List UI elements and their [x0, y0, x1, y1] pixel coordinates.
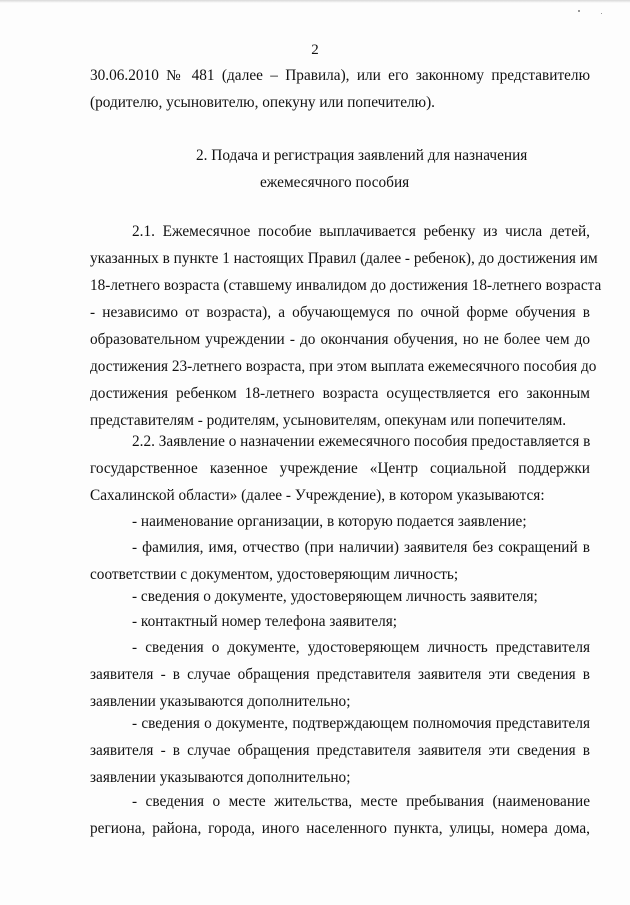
text-line: представителям - родителям, усыновителям, опекунам или попечителям.: [90, 412, 567, 429]
scan-speck: [578, 10, 580, 12]
page-number: 2: [311, 42, 319, 58]
text-line: - сведения о документе, подтверждающем полномочия представителя: [132, 715, 590, 732]
list-item: [90, 534, 590, 588]
paragraph-2-2: [90, 428, 590, 509]
text-line: 2.1. Ежемесячное пособие выплачивается ребенку из числа детей,: [132, 223, 590, 240]
text-line: образовательном учреждении - до окончания обучения, но не более чем до: [90, 331, 590, 348]
text-line: заявлении указываются дополнительно;: [90, 693, 351, 710]
scan-speck: [601, 13, 602, 14]
text-line: региона, района, города, иного населенного пункта, улицы, номера дома,: [90, 820, 590, 837]
text-line: соответствии с документом, удостоверяющим личность;: [90, 566, 459, 583]
section-heading: [90, 142, 590, 196]
text-line: государственное казенное учреждение «Центр социальной поддержки: [90, 460, 590, 477]
text-line: 2.2. Заявление о назначении ежемесячного пособия предоставляется в: [132, 433, 591, 450]
text-line: 30.06.2010 № 481 (далее – Правила), или его законному представителю: [90, 67, 590, 84]
text-line: - независимо от возраста), а обучающемуся по очной форме обучения в: [90, 304, 590, 321]
text-line: достижения 23-летнего возраста, при этом выплата ежемесячного пособия до: [90, 358, 597, 375]
text-line: достижения ребенком 18-летнего возраста осуществляется его законным: [90, 385, 590, 402]
scan-top-edge: [0, 0, 630, 3]
paragraph-2-1: [90, 218, 602, 434]
text-line: заявителя - в случае обращения представителя заявителя эти сведения в: [90, 742, 590, 759]
list-item: [90, 634, 590, 715]
section-heading-line-1: 2. Подача и регистрация заявлений для назначения: [196, 147, 528, 164]
text-line: - сведения о месте жительства, месте пребывания (наименование: [132, 793, 590, 810]
text-line: Сахалинской области» (далее - Учреждение), в котором указываются:: [90, 487, 545, 504]
text-line: - контактный номер телефона заявителя;: [132, 613, 398, 630]
text-line: 18-летнего возраста (ставшему инвалидом до достижения 18-летнего возраста: [90, 277, 602, 294]
list-item: [90, 710, 590, 791]
list-item: [90, 583, 590, 610]
intro-paragraph: [90, 62, 590, 116]
text-line: заявлении указываются дополнительно;: [90, 769, 351, 786]
text-line: - сведения о документе, удостоверяющем личность заявителя;: [132, 588, 538, 605]
text-line: (родителю, усыновителю, опекуну или попечителю).: [90, 94, 435, 111]
text-line: заявителя - в случае обращения представителя заявителя эти сведения в: [90, 666, 590, 683]
text-line: - сведения о документе, удостоверяющем личность представителя: [132, 639, 590, 656]
list-item: [90, 608, 590, 635]
text-line: указанных в пункте 1 настоящих Правил (далее - ребенок), до достижения им: [90, 250, 598, 267]
text-line: - наименование организации, в которую подается заявление;: [132, 513, 527, 530]
list-item: [90, 788, 590, 842]
list-item: [90, 508, 590, 535]
section-heading-line-2: ежемесячного пособия: [260, 174, 410, 191]
text-line: - фамилия, имя, отчество (при наличии) заявителя без сокращений в: [132, 539, 590, 556]
